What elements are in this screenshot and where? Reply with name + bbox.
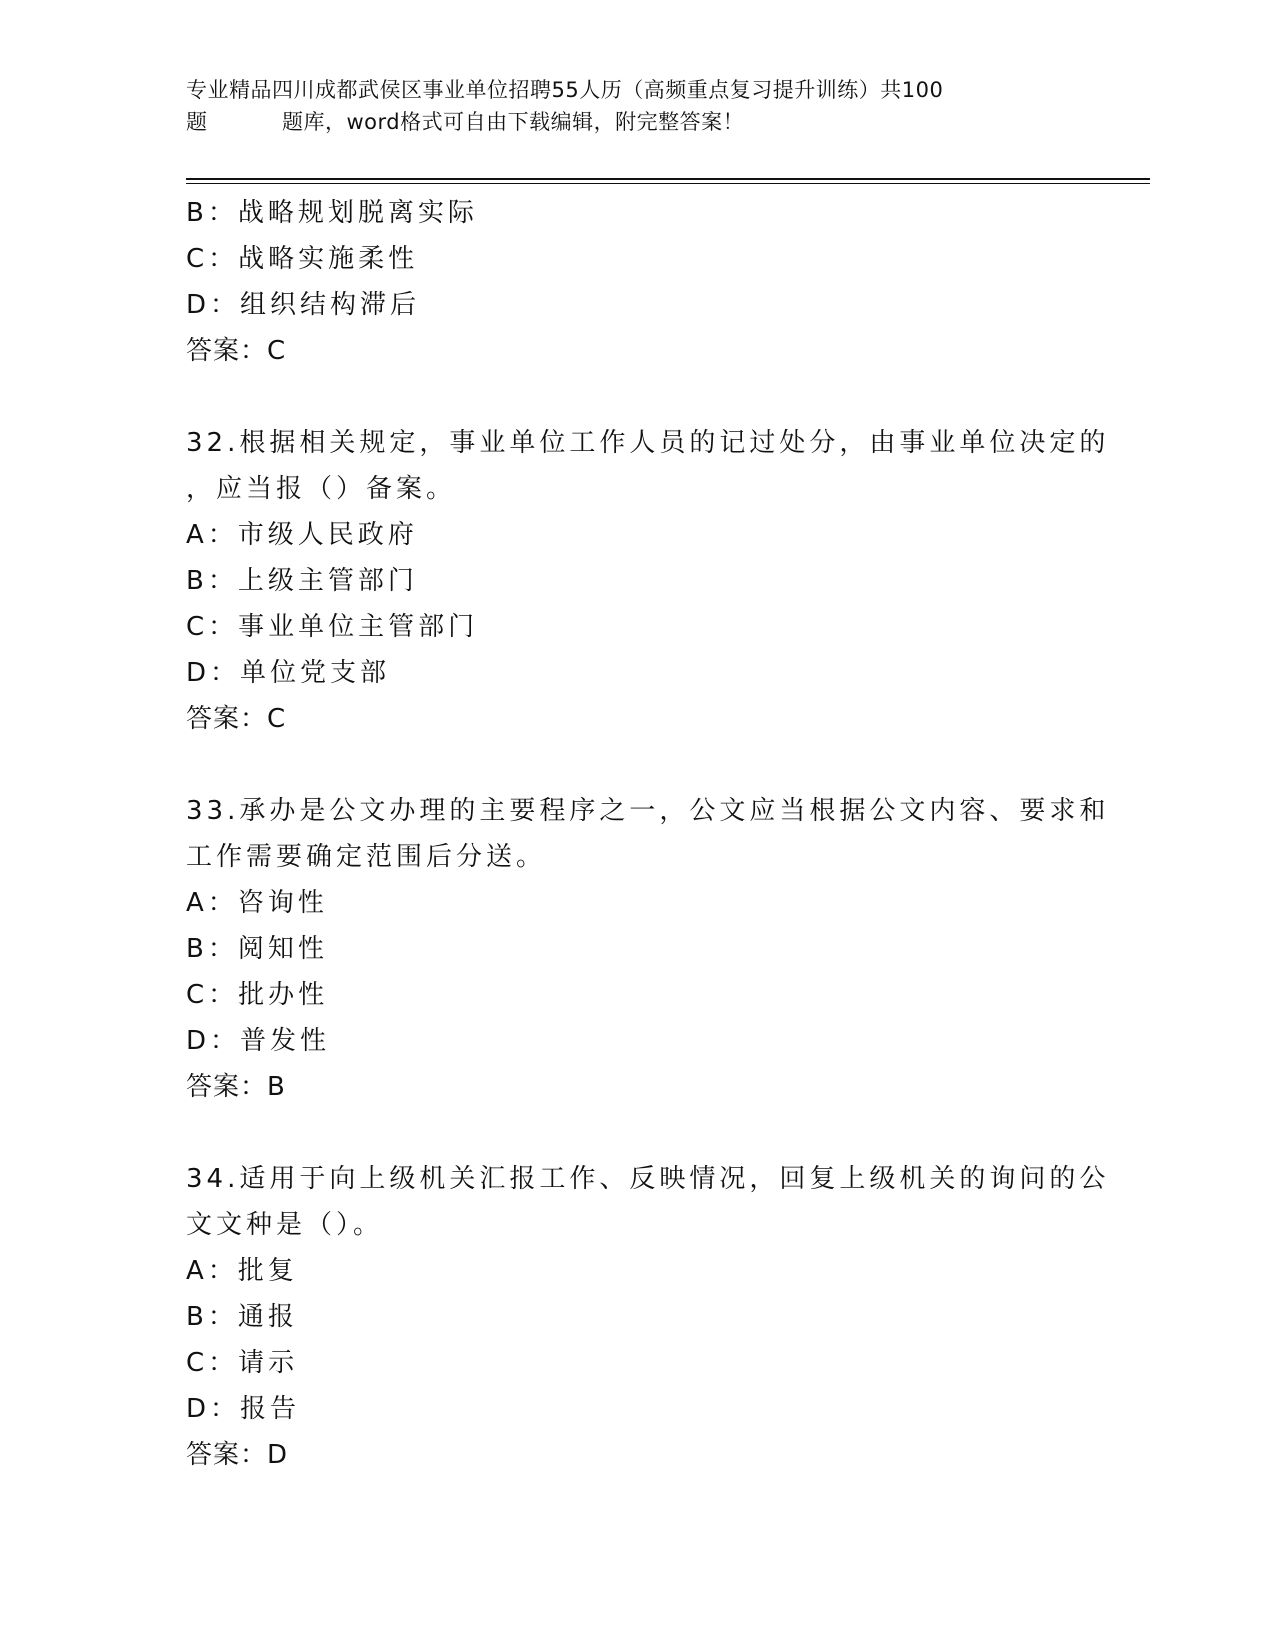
question-content (186, 190, 1110, 1478)
option-c: C：战略实施柔性 (186, 244, 419, 274)
option-b: B：上级主管部门 (186, 566, 418, 596)
spacer (186, 742, 1086, 788)
question-block-33 (186, 788, 1110, 1110)
header-title-line1: 专业精品四川成都武侯区事业单位招聘55人历（高频重点复习提升训练）共100 (186, 78, 944, 102)
header-rule-thin (186, 183, 1150, 184)
option-b: B：阅知性 (186, 934, 328, 964)
option-d: D：报告 (186, 1394, 301, 1424)
question-stem-line1: 33.承办是公文办理的主要程序之一，公文应当根据公文内容、要求和 (186, 796, 1110, 826)
option-a: A：批复 (186, 1256, 298, 1286)
option-c: C：事业单位主管部门 (186, 612, 479, 642)
option-d: D：普发性 (186, 1026, 331, 1056)
header-line2-left: 题 (186, 110, 208, 134)
spacer (186, 1110, 1086, 1156)
question-block-32 (186, 420, 1110, 742)
question-stem-line1: 34.适用于向上级机关汇报工作、反映情况，回复上级机关的询问的公 (186, 1164, 1110, 1194)
answer: 答案：D (186, 1440, 289, 1470)
question-stem-line1: 32.根据相关规定，事业单位工作人员的记过处分，由事业单位决定的 (186, 428, 1110, 458)
option-c: C：批办性 (186, 980, 329, 1010)
question-block-31 (186, 190, 1086, 374)
option-d: D：单位党支部 (186, 658, 391, 688)
option-a: A：咨询性 (186, 888, 328, 918)
header-title-line2 (186, 106, 1066, 138)
question-stem-line2: 工作需要确定范围后分送。 (186, 842, 547, 872)
header-line2-right: 题库，word格式可自由下载编辑，附完整答案！ (282, 110, 745, 134)
answer: 答案：C (186, 704, 287, 734)
question-block-34 (186, 1156, 1110, 1478)
answer: 答案：C (186, 336, 287, 366)
page-header (186, 74, 1066, 138)
option-a: A：市级人民政府 (186, 520, 418, 550)
question-stem-line2: 文文种是（）。 (186, 1210, 384, 1240)
question-stem-line2: ，应当报（）备案。 (186, 474, 457, 504)
option-b: B：通报 (186, 1302, 298, 1332)
header-rule-thick (186, 178, 1150, 180)
spacer (186, 374, 1086, 420)
option-c: C：请示 (186, 1348, 299, 1378)
option-b: B：战略规划脱离实际 (186, 198, 478, 228)
option-d: D：组织结构滞后 (186, 290, 421, 320)
answer: 答案：B (186, 1072, 286, 1102)
